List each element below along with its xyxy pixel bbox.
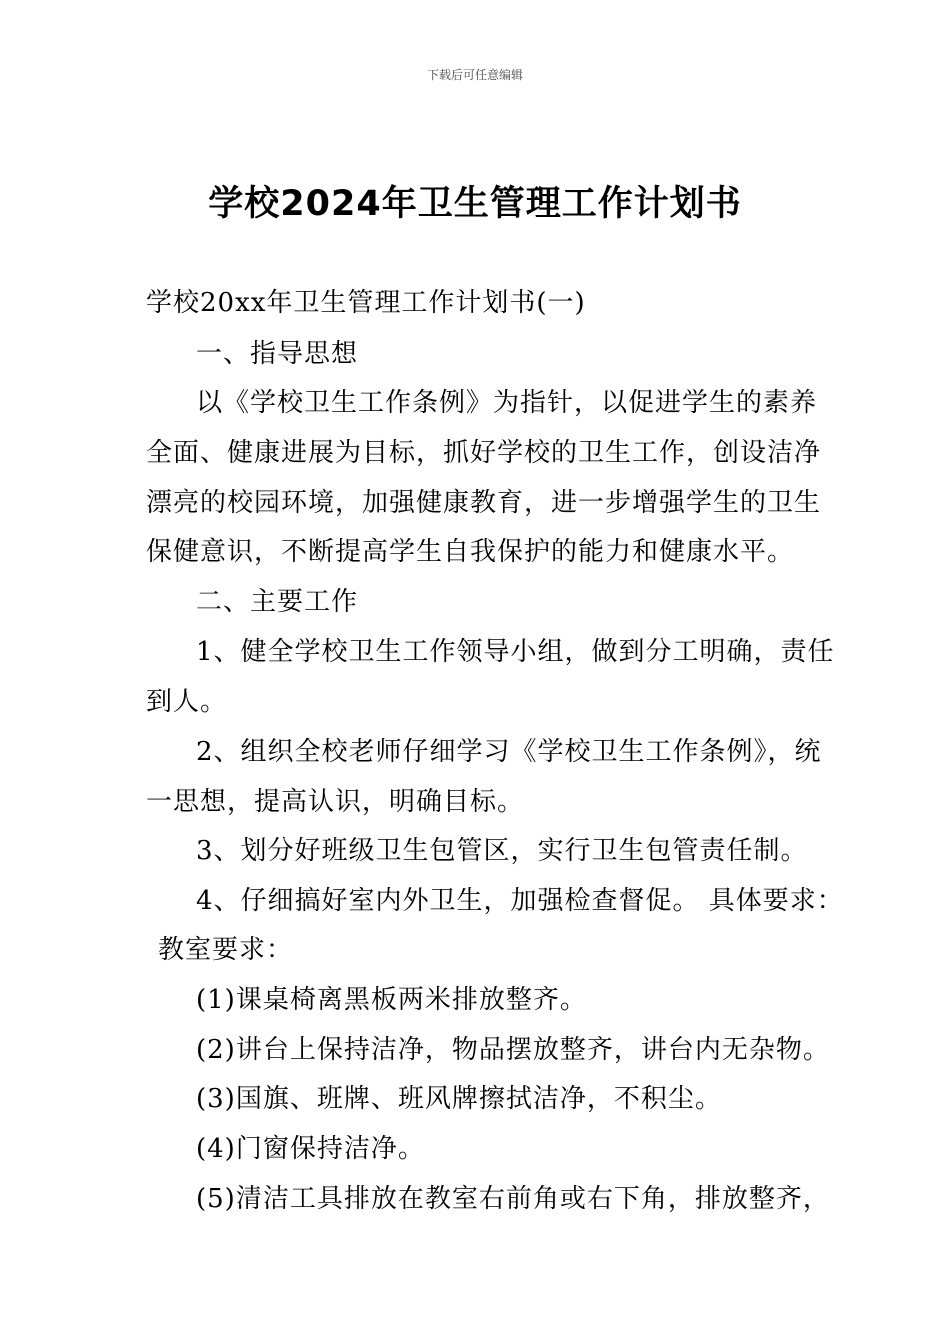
subheading-main-work: 二、主要工作 [196, 587, 359, 617]
paragraph-line: 1、健全学校卫生工作领导小组，做到分工明确，责任 [196, 637, 835, 667]
subheading-guiding-ideology: 一、指导思想 [196, 339, 359, 369]
paragraph-line: 一思想，提高认识，明确目标。 [146, 787, 525, 817]
list-item: (4)门窗保持洁净。 [196, 1134, 425, 1164]
paragraph-line: 到人。 [146, 687, 228, 717]
list-item: (1)课桌椅离黑板两米排放整齐。 [196, 985, 587, 1015]
document-title: 学校2024年卫生管理工作计划书 [208, 184, 742, 224]
paragraph-line: 教室要求： [158, 935, 294, 965]
paragraph-line: 全面、健康进展为目标，抓好学校的卫生工作，创设洁净 [146, 438, 822, 468]
paragraph-line: 2、组织全校老师仔细学习《学校卫生工作条例》，统 [196, 737, 822, 767]
paragraph-line: 3、划分好班级卫生包管区，实行卫生包管责任制。 [196, 836, 808, 866]
paragraph-line: 漂亮的校园环境，加强健康教育，进一步增强学生的卫生 [146, 488, 822, 518]
list-item: (2)讲台上保持洁净，物品摆放整齐，讲台内无杂物。 [196, 1035, 830, 1065]
section-heading: 学校20xx年卫生管理工作计划书(一) [146, 288, 586, 318]
paragraph-line: 保健意识，不断提高学生自我保护的能力和健康水平。 [146, 537, 795, 567]
list-item: (5)清洁工具排放在教室右前角或右下角，排放整齐， [196, 1184, 830, 1214]
paragraph-line: 以《学校卫生工作条例》为指针，以促进学生的素养 [196, 388, 818, 418]
list-item: (3)国旗、班牌、班风牌擦拭洁净，不积尘。 [196, 1084, 722, 1114]
header-note: 下载后可任意编辑 [426, 68, 523, 82]
paragraph-line: 4、仔细搞好室内外卫生，加强检查督促。 具体要求： [196, 886, 844, 916]
